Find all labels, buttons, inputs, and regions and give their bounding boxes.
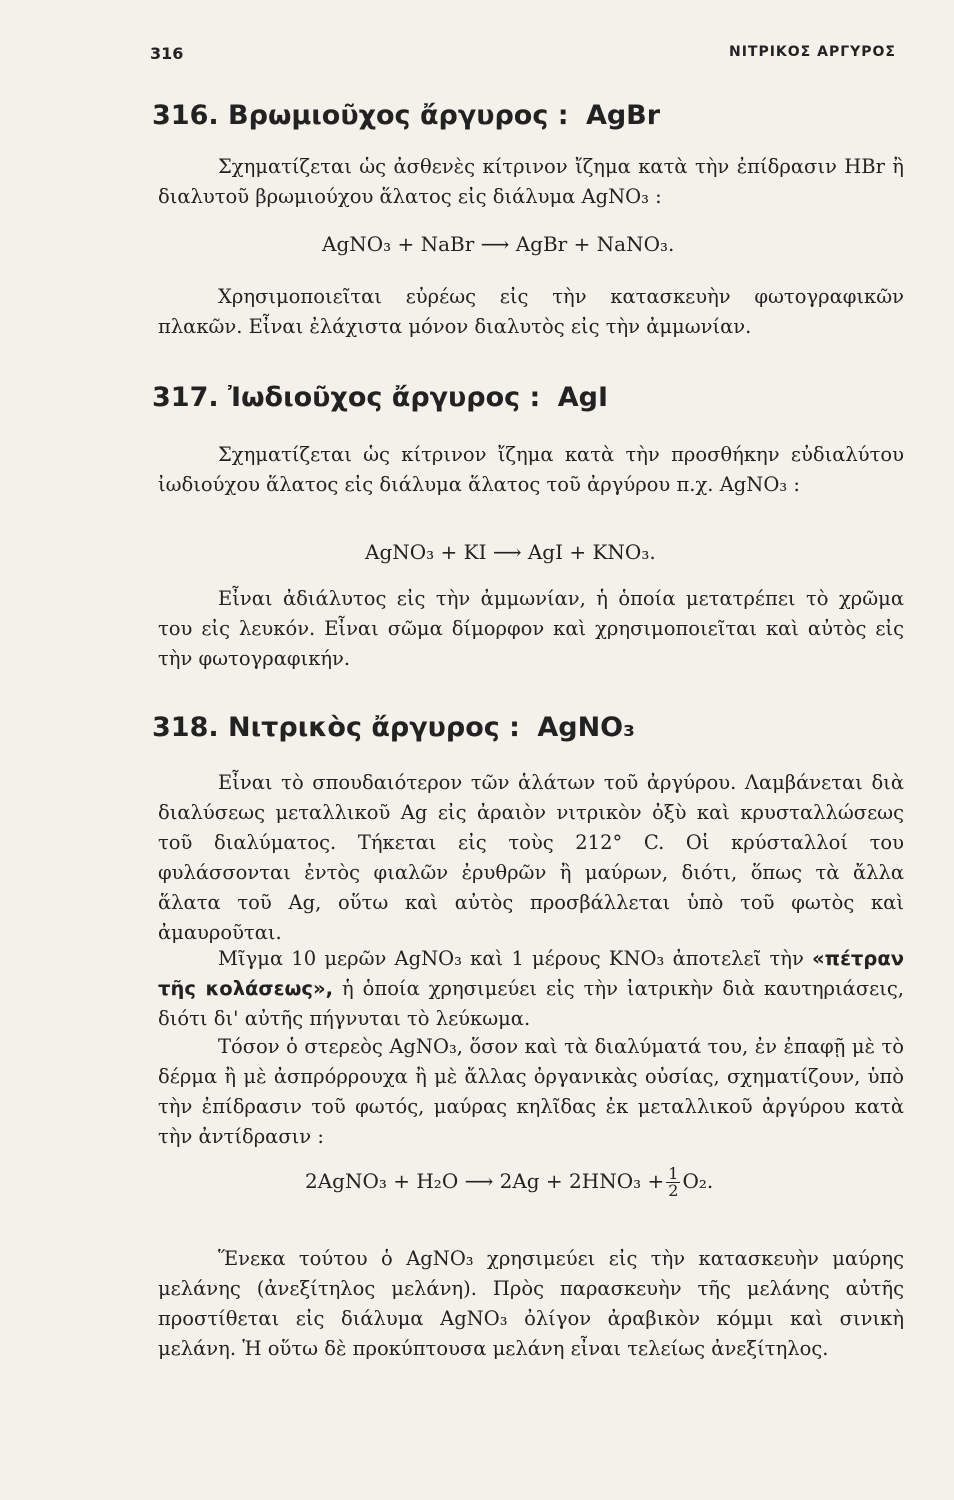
section-318-heading	[152, 712, 635, 743]
section-317-heading	[152, 382, 608, 413]
paragraph-text: Μῖγμα 10 μερῶν AgNO₃ καὶ 1 μέρους KNO₃ ἀποτελεῖ τὴν	[218, 947, 804, 970]
section-318-paragraph-3: Τόσον ὁ στερεὸς AgNO₃, ὅσον καὶ τὰ διαλύματά του, ἐν ἐπαφῇ μὲ τὸ δέρμα ἢ μὲ ἀσπρόρρουχα ἢ μὲ ἄλλας ὀργανικὰς οὐσίας, σχηματίζουν, ὑπὸ τὴν ἐπίδρασιν τοῦ φωτός, μαύρας κηλῖδας ἐκ μεταλλικοῦ ἀργύρου κατὰ τὴν ἀντίδρασιν :	[158, 1035, 904, 1148]
page-number: 316	[150, 44, 184, 63]
paragraph-text: ἡ ὁποία χρησιμεύει εἰς τὴν ἰατρικὴν διὰ καυτηριάσεις, διότι δι' αὐτῆς πήγνυται τὸ λεύκωμα.	[158, 977, 905, 1030]
section-number: 316.	[152, 100, 219, 131]
section-formula: AgNO₃	[537, 712, 635, 743]
section-317-equation: AgNO₃ + KI ⟶ AgI + KNO₃.	[365, 540, 656, 564]
section-number: 317.	[152, 382, 219, 413]
section-318-paragraph-4: Ἕνεκα τούτου ὁ AgNO₃ χρησιμεύει εἰς τὴν κατασκευὴν μαύρης μελάνης (ἀνεξίτηλος μελάνη). Πρὸς παρασκευὴν τῆς μελάνης αὐτῆς προστίθεται εἰς διάλυμα AgNO₃ ὀλίγον ἀραβικὸν κόμμι καὶ σινικὴ μελάνη. Ἡ οὕτω δὲ προκύπτουσα μελάνη εἶναι τελείως ἀνεξίτηλος.	[158, 1247, 904, 1360]
section-316-equation: AgNO₃ + NaBr ⟶ AgBr + NaNO₃.	[322, 232, 675, 256]
fraction-denominator: 2	[668, 1181, 679, 1200]
section-318-paragraph-1: Εἶναι τὸ σπουδαιότερον τῶν ἁλάτων τοῦ ἀργύρου. Λαμβάνεται διὰ διαλύσεως μεταλλικοῦ Ag εἰς ἀραιὸν νιτρικὸν ὀξὺ καὶ κρυσταλλώσεως τοῦ διαλύματος. Τήκεται εἰς τοὺς 212° C. Οἱ κρύσταλλοί του φυλάσσονται ἐντὸς φιαλῶν ἐρυθρῶν ἢ μαύρων, διότι, ὅπως τὰ ἄλλα ἅλατα τοῦ Ag, οὕτω καὶ αὐτὸς προσβάλλεται ὑπὸ τοῦ φωτὸς καὶ ἀμαυροῦται.	[158, 771, 904, 944]
bold-term: «πέτραν τῆς κολάσεως»,	[158, 947, 905, 1000]
running-head	[150, 44, 896, 74]
section-title: Ἰωδιοῦχος ἄργυρος :	[228, 382, 541, 413]
section-316-heading	[152, 100, 660, 131]
equation-tail: O₂.	[682, 1169, 714, 1193]
section-number: 318.	[152, 712, 219, 743]
section-318-equation	[305, 1166, 713, 1199]
equation-main: 2AgNO₃ + H₂O ⟶ 2Ag + 2HNO₃ +	[305, 1169, 665, 1193]
section-317-paragraph-1: Σχηματίζεται ὡς κίτρινον ἴζημα κατὰ τὴν προσθήκην εὐδιαλύτου ἰωδιούχου ἅλατος εἰς διάλυμα ἅλατος τοῦ ἀργύρου π.χ. AgNO₃ :	[158, 443, 904, 496]
section-316-paragraph-2: Χρησιμοποιεῖται εὐρέως εἰς τὴν κατασκευὴν φωτογραφικῶν πλακῶν. Εἶναι ἐλάχιστα μόνον διαλυτὸς εἰς τὴν ἀμμωνίαν.	[158, 285, 904, 338]
running-title: ΝΙΤΡΙΚΟΣ ΑΡΓΥΡΟΣ	[728, 44, 896, 60]
fraction	[666, 1166, 680, 1199]
section-formula: AgBr	[585, 100, 661, 131]
fraction-numerator: 1	[668, 1164, 679, 1183]
section-formula: AgI	[557, 382, 609, 413]
section-316-paragraph-1: Σχηματίζεται ὡς ἀσθενὲς κίτρινον ἴζημα κατὰ τὴν ἐπίδρασιν HBr ἢ διαλυτοῦ βρωμιούχου ἅλατος εἰς διάλυμα AgNO₃ :	[158, 155, 904, 208]
section-317-paragraph-2: Εἶναι ἀδιάλυτος εἰς τὴν ἀμμωνίαν, ἡ ὁποία μετατρέπει τὸ χρῶμα του εἰς λευκόν. Εἶναι σῶμα δίμορφον καὶ χρησιμοποιεῖται καὶ αὐτὸς εἰς τὴν φωτογραφικήν.	[158, 587, 904, 670]
section-title: Βρωμιοῦχος ἄργυρος :	[228, 100, 569, 131]
section-title: Νιτρικὸς ἄργυρος :	[228, 712, 520, 743]
section-318-paragraph-2	[158, 944, 904, 1034]
